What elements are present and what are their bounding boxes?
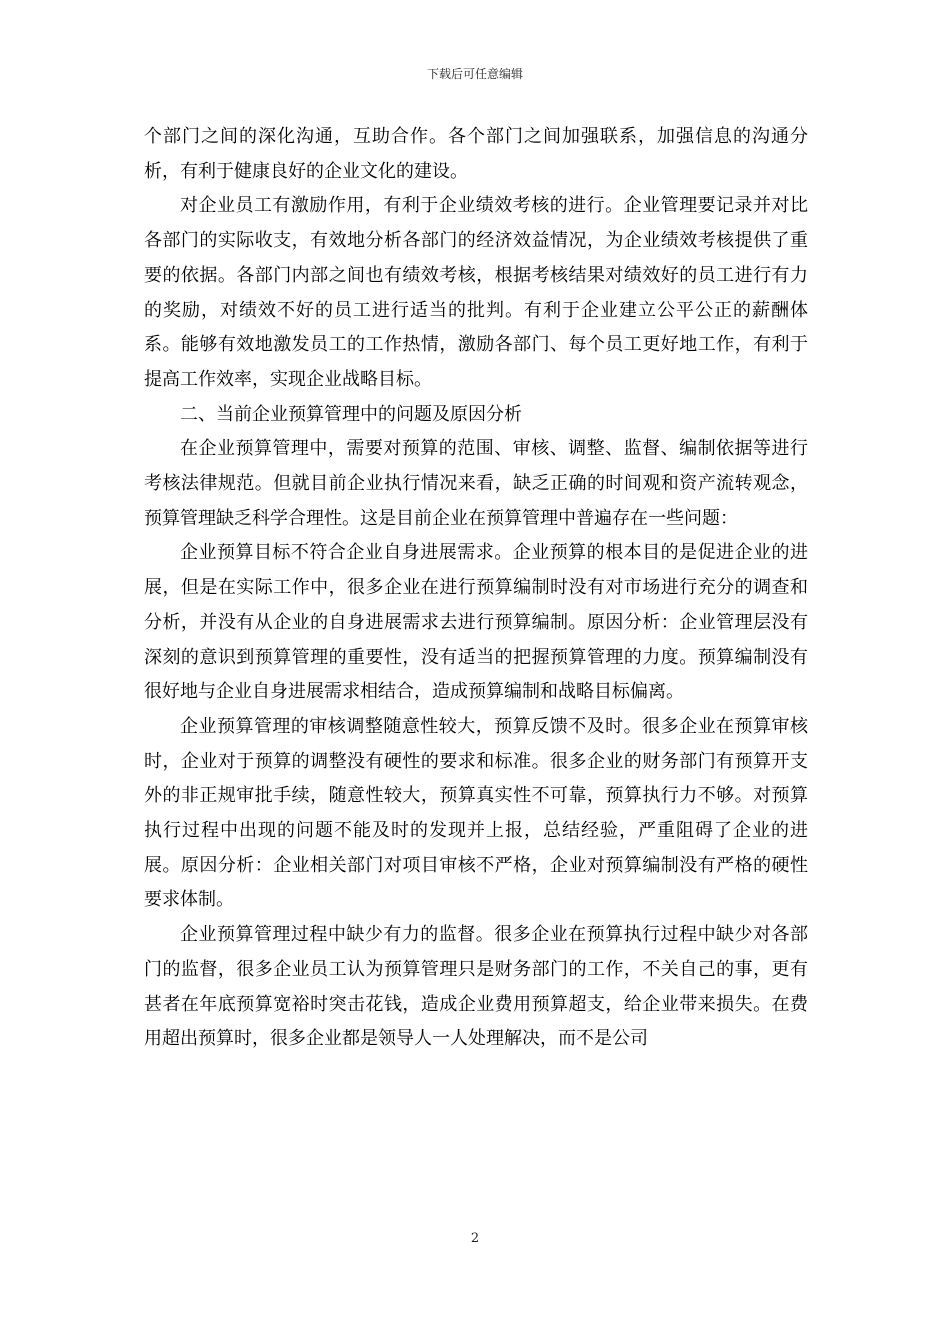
paragraph: 企业预算管理的审核调整随意性较大，预算反馈不及时。很多企业在预算审核时，企业对于预算的调整没有硬性的要求和标准。很多企业的财务部门有预算开支外的非正规审批手续，随意性较大，预算真实性不可靠，预算执行力不够。对预算执行过程中出现的问题不能及时的发现并上报，总结经验，严重阻碍了企业的进展。原因分析：企业相关部门对项目审核不严格，企业对预算编制没有严格的硬性要求体制。 [144, 715, 808, 911]
paragraph-continuation: 个部门之间的深化沟通，互助合作。各个部门之间加强联系，加强信息的沟通分析，有利于健康良好的企业文化的建设。 [144, 126, 808, 182]
page-header: 下载后可任意编辑 [426, 67, 523, 81]
page-number: 2 [470, 1231, 480, 1246]
paragraph: 企业预算管理过程中缺少有力的监督。很多企业在预算执行过程中缺少对各部门的监督，很多企业员工认为预算管理只是财务部门的工作，不关自己的事，更有甚者在年底预算宽裕时突击花钱，造成企业费用预算超支，给企业带来损失。在费用超出预算时，很多企业都是领导人一人处理解决，而不是公司 [144, 924, 808, 1050]
section-heading: 二、当前企业预算管理中的问题及原因分析 [180, 403, 522, 425]
paragraph: 在企业预算管理中，需要对预算的范围、审核、调整、监督、编制依据等进行考核法律规范。但就目前企业执行情况来看，缺乏正确的时间观和资产流转观念，预算管理缺乏科学合理性。这是目前企业在预算管理中普遍存在一些问题： [144, 438, 808, 529]
paragraph: 企业预算目标不符合企业自身进展需求。企业预算的根本目的是促进企业的进展，但是在实际工作中，很多企业在进行预算编制时没有对市场进行充分的调查和分析，并没有从企业的自身进展需求去进行预算编制。原因分析：企业管理层没有深刻的意识到预算管理的重要性，没有适当的把握预算管理的力度。预算编制没有很好地与企业自身进展需求相结合，造成预算编制和战略目标偏离。 [144, 542, 808, 703]
document-body [144, 120, 808, 1057]
paragraph: 对企业员工有激励作用，有利于企业绩效考核的进行。企业管理要记录并对比各部门的实际收支，有效地分析各部门的经济效益情况，为企业绩效考核提供了重要的依据。各部门内部之间也有绩效考核，根据考核结果对绩效好的员工进行有力的奖励，对绩效不好的员工进行适当的批判。有利于企业建立公平公正的薪酬体系。能够有效地激发员工的工作热情，激励各部门、每个员工更好地工作，有利于提高工作效率，实现企业战略目标。 [144, 195, 808, 390]
